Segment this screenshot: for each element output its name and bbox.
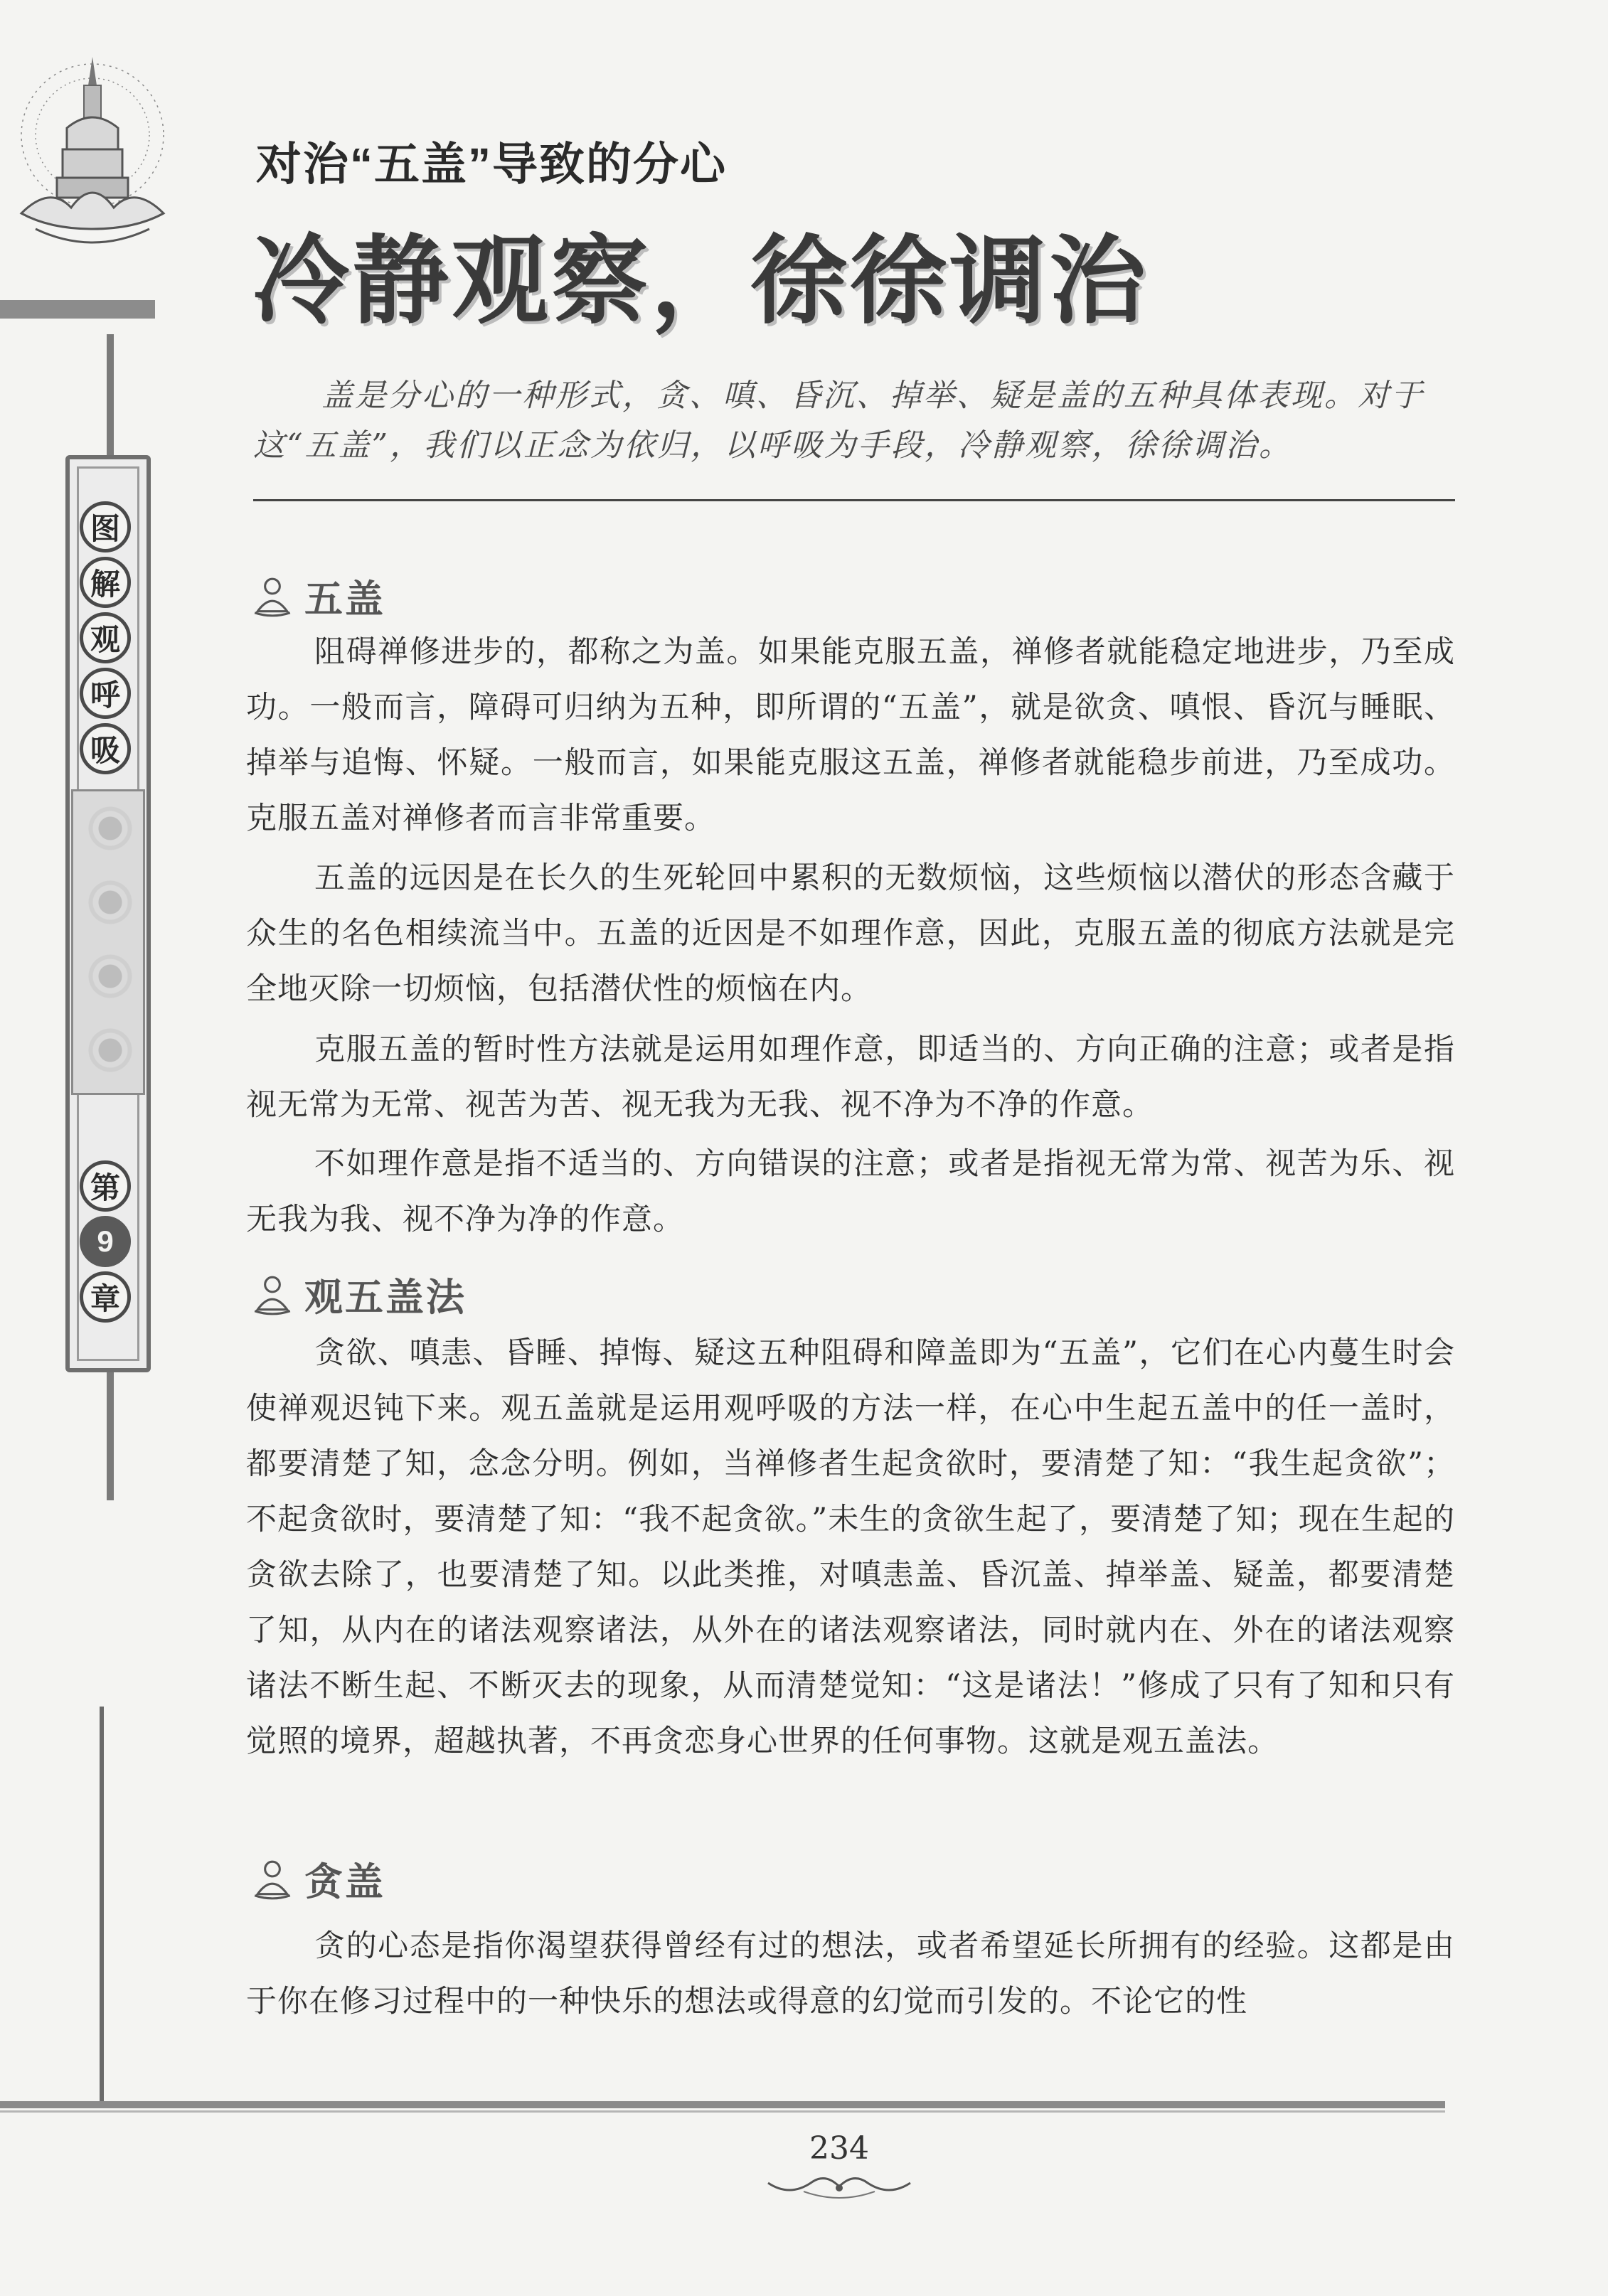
article-title: 冷静观察，徐徐调治 <box>252 224 1149 338</box>
section-heading-wugai <box>250 569 385 624</box>
scroll-rod-top <box>107 334 114 455</box>
paragraph: 不如理作意是指不适当的、方向错误的注意；或者是指视无常为常、视苦为乐、视无我为我、视不净为净的作意。 <box>246 1146 1455 1237</box>
chapter-char: 章 <box>80 1271 131 1323</box>
section-heading-label: 五盖 <box>304 576 385 621</box>
article-subtitle: 对治“五盖”导致的分心 <box>256 139 727 190</box>
book-title-char: 解 <box>80 557 131 608</box>
paragraph: 贪欲、嗔恚、昏睡、掉悔、疑这五种阻碍和障盖即为“五盖”，它们在心内蔓生时会使禅观迟钝下来。观五盖就是运用观呼吸的方法一样，在心中生起五盖中的任一盖时，都要清楚了知，念念分明。例如，当禅修者生起贪欲时，要清楚了知：“我生起贪欲”；不起贪欲时，要清楚了知：“我不起贪欲。”未生的贪欲生起了，要清楚了知；现在生起的贪欲去除了，也要清楚了知。以此类推，对嗔恚盖、昏沉盖、掉举盖、疑盖，都要清楚了知，从内在的诸法观察诸法，从外在的诸法观察诸法，同时就内在、外在的诸法观察诸法不断生起、不断灭去的现象，从而清楚觉知：“这是诸法！”修成了只有了知和只有觉照的境界，超越执著，不再贪恋身心世界的任何事物。这就是观五盖法。 <box>246 1335 1455 1759</box>
paragraph: 克服五盖的暂时性方法就是运用如理作意，即适当的、方向正确的注意；或者是指视无常为无常、视苦为苦、视无我为无我、视不净为不净的作意。 <box>246 1032 1455 1123</box>
chapter-char: 第 <box>80 1160 131 1212</box>
meditating-monk-icon <box>250 575 294 619</box>
book-title-char: 观 <box>80 612 131 663</box>
book-title-char: 吸 <box>80 723 131 774</box>
chapter-number: 9 <box>80 1216 131 1267</box>
meditating-monk-icon <box>250 1273 294 1317</box>
margin-line <box>100 1707 104 2105</box>
footer-rule-thin <box>0 2110 1445 2113</box>
section-heading-tan-gai <box>250 1852 385 1906</box>
chapter-marker <box>80 1160 139 1327</box>
page-number-flourish <box>761 2169 917 2204</box>
section-heading-guan-wugai <box>250 1267 467 1322</box>
footer-rule <box>0 2101 1445 2108</box>
stupa-lotus-emblem <box>7 43 178 277</box>
book-title-vertical <box>80 501 139 779</box>
paragraph: 贪的心态是指你渴望获得曾经有过的想法，或者希望延长所拥有的经验。这都是由于你在修习过程中的一种快乐的想法或得意的幻觉而引发的。不论它的性 <box>246 1928 1455 2019</box>
paragraph: 五盖的远因是在长久的生死轮回中累积的无数烦恼，这些烦恼以潜伏的形态含藏于众生的名色相续流当中。五盖的近因是不如理作意，因此，克服五盖的彻底方法就是完全地灭除一切烦恼，包括潜伏性的烦恼在内。 <box>246 860 1455 1007</box>
meditating-monk-icon <box>250 1857 294 1901</box>
paragraph: 阻碍禅修进步的，都称之为盖。如果能克服五盖，禅修者就能稳定地进步，乃至成功。一般而言，障碍可归纳为五种，即所谓的“五盖”，就是欲贪、嗔恨、昏沉与睡眠、掉举与追悔、怀疑。一般而言，如果能克服这五盖，禅修者就能稳步前进，乃至成功。克服五盖对禅修者而言非常重要。 <box>246 634 1455 836</box>
header-band <box>0 300 155 319</box>
page-number: 234 <box>809 2130 869 2167</box>
scroll-rod-bottom <box>107 1372 114 1500</box>
ornament-pattern <box>71 789 145 1095</box>
intro-divider <box>253 499 1455 501</box>
section-heading-label: 观五盖法 <box>304 1274 467 1320</box>
book-title-char: 图 <box>80 501 131 552</box>
section-heading-label: 贪盖 <box>304 1859 385 1904</box>
book-title-char: 呼 <box>80 668 131 719</box>
intro-paragraph: 盖是分心的一种形式，贪、嗔、昏沉、掉举、疑是盖的五种具体表现。对于这“五盖”，我们以正念为依归，以呼吸为手段，冷静观察，徐徐调治。 <box>253 378 1425 464</box>
